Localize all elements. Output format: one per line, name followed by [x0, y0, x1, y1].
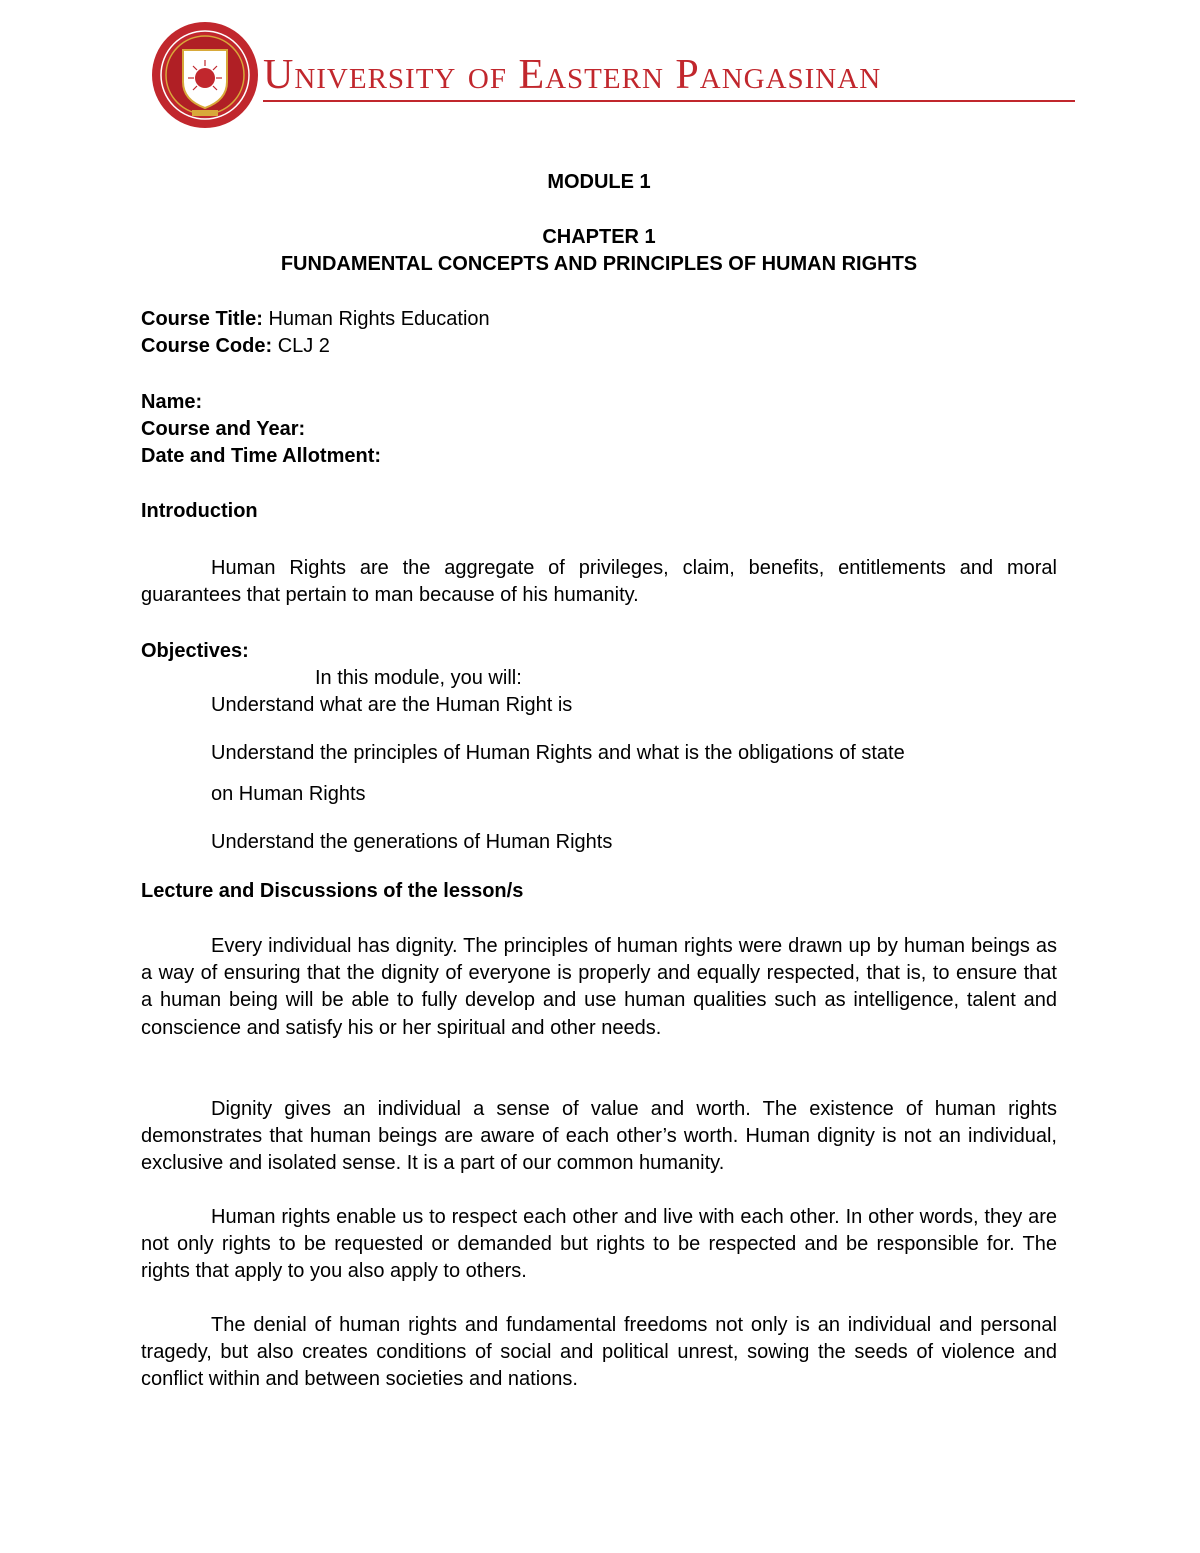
introduction-paragraph: [141, 555, 1057, 609]
course-title-value: Human Rights Education: [268, 308, 490, 330]
lecture-paragraph-text: Every individual has dignity. The principles of human rights were drawn up by human beings as a way of ensuring that the dignity of everyone is properly and equally respected, that is, to ensure that a human being will be able to fully develop and use human qualities such as intelligence, talent and conscience and satisfy his or her spiritual and other needs.: [141, 935, 1057, 1039]
lecture-paragraph-text: Dignity gives an individual a sense of value and worth. The existence of human rights demonstrates that human beings are aware of each other’s worth. Human dignity is not an individual, exclusive and isolated sense. It is a part of our common humanity.: [141, 1098, 1057, 1175]
objectives-heading: Objectives:: [141, 640, 249, 662]
lecture-paragraph: [141, 933, 1057, 1042]
university-header: [140, 10, 1080, 120]
university-name: University of Eastern Pangasinan: [263, 52, 882, 98]
course-year-label: Course and Year:: [141, 418, 306, 440]
course-title-line: [141, 306, 490, 333]
university-seal-logo: [150, 20, 260, 130]
name-label: Name:: [141, 391, 203, 413]
course-title-label: Course Title:: [141, 308, 263, 330]
objectives-lead: In this module, you will:: [315, 667, 522, 689]
lecture-paragraph-text: The denial of human rights and fundamental freedoms not only is an individual and personal tragedy, but also creates conditions of social and political unrest, sowing the seeds of violence and conflict within and between societies and nations.: [141, 1314, 1057, 1391]
objective-item: Understand the principles of Human Rights and what is the obligations of state: [211, 742, 905, 764]
chapter-subtitle: FUNDAMENTAL CONCEPTS AND PRINCIPLES OF HUMAN RIGHTS: [280, 253, 918, 275]
lecture-paragraph: [141, 1204, 1057, 1286]
module-title: MODULE 1: [547, 171, 651, 193]
chapter-title: CHAPTER 1: [542, 226, 656, 248]
header-divider: [263, 100, 1075, 102]
lecture-heading: Lecture and Discussions of the lesson/s: [141, 880, 524, 902]
date-time-label: Date and Time Allotment:: [141, 445, 382, 467]
course-code-line: [141, 333, 330, 360]
objective-item-continuation: on Human Rights: [211, 783, 366, 805]
lecture-paragraph: [141, 1312, 1057, 1394]
course-code-label: Course Code:: [141, 335, 273, 357]
lecture-paragraph: [141, 1096, 1057, 1178]
introduction-heading: Introduction: [141, 500, 258, 522]
objective-item: Understand what are the Human Right is: [211, 694, 573, 716]
course-code-value: CLJ 2: [277, 335, 330, 357]
lecture-paragraph-text: Human rights enable us to respect each other and live with each other. In other words, they are not only rights to be requested or demanded but rights to be respected and be responsible for. The rights that apply to you also apply to others.: [141, 1206, 1057, 1283]
introduction-text: Human Rights are the aggregate of privileges, claim, benefits, entitlements and moral guarantees that pertain to man because of his humanity.: [141, 557, 1057, 607]
objective-item: Understand the generations of Human Rights: [211, 831, 613, 853]
